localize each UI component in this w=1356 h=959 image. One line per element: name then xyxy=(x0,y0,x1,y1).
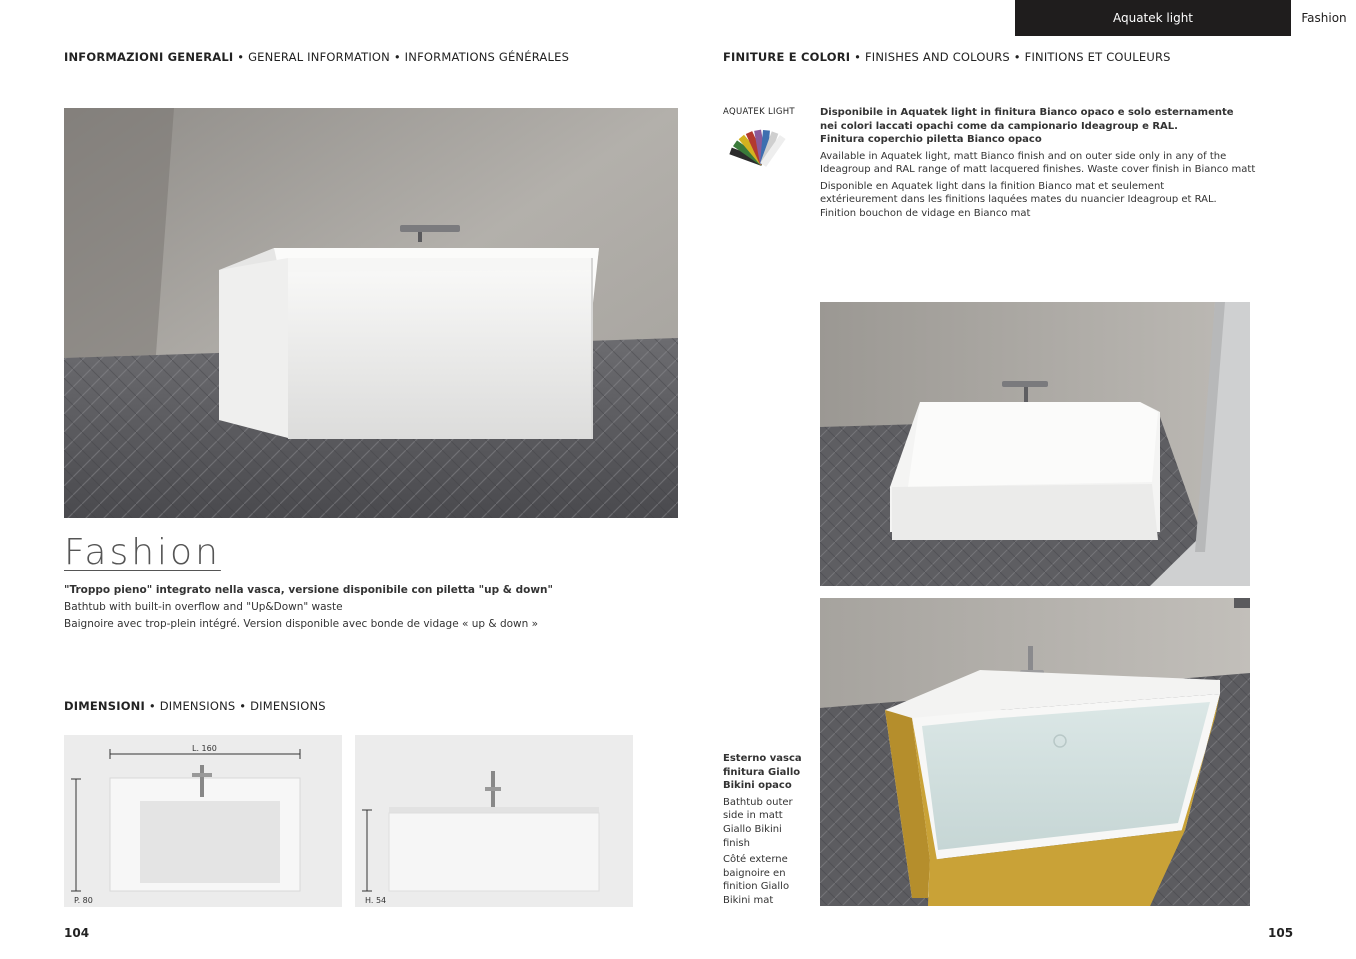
dimension-depth-label: P. 80 xyxy=(74,896,93,905)
dimension-height-label: H. 54 xyxy=(365,896,387,905)
general-info-header-bold: INFORMAZIONI GENERALI xyxy=(64,50,234,64)
yellow-bathtub-photo xyxy=(820,598,1250,906)
product-title: Fashion xyxy=(64,532,221,573)
caption-french-line: baignoire en xyxy=(723,867,786,879)
caption-english-line: Giallo Bikini xyxy=(723,823,782,835)
dimension-length-label: L. 160 xyxy=(192,744,217,753)
material-label: AQUATEK LIGHT xyxy=(723,107,795,117)
caption-french-line: Côté externe xyxy=(723,854,788,866)
finish-french-2: extérieurement dans les finitions laquées mates du nuancier Ideagroup et RAL. xyxy=(820,194,1217,205)
tab-fashion[interactable]: Fashion xyxy=(1292,0,1356,36)
description-english: Bathtub with built-in overflow and "Up&Down" waste xyxy=(64,601,343,613)
finish-french-1: Disponible en Aquatek light dans la finition Bianco mat et seulement xyxy=(820,180,1165,192)
yellow-tub-caption xyxy=(723,752,813,908)
main-bathtub-photo xyxy=(64,108,678,518)
finish-english-2: Ideagroup and RAL range of matt lacquered finishes. Waste cover finish in Bianco matt xyxy=(820,164,1256,175)
caption-italian xyxy=(723,752,813,793)
dimensions-header-rest: • DIMENSIONS • DIMENSIONS xyxy=(145,699,326,713)
caption-french xyxy=(723,853,813,907)
caption-italian-line: finitura Giallo xyxy=(723,766,801,778)
page-number-right: 105 xyxy=(1268,926,1294,940)
side-view-dimension-image xyxy=(355,735,633,907)
dimensions-header-bold: DIMENSIONI xyxy=(64,699,145,713)
finishes-header xyxy=(723,50,1171,64)
description-french: Baignoire avec trop-plein intégré. Version disponible avec bonde de vidage « up & down » xyxy=(64,618,539,630)
tab-aquatek-light[interactable]: Aquatek light xyxy=(1015,0,1291,36)
color-swatch-fan-icon xyxy=(728,124,792,170)
finish-english-1: Available in Aquatek light, matt Bianco finish and on outer side only in any of the xyxy=(820,150,1227,162)
caption-english-line: finish xyxy=(723,837,750,849)
caption-french-line: Bikini mat xyxy=(723,894,774,906)
finish-description xyxy=(820,106,1300,220)
caption-french-line: finition Giallo xyxy=(723,881,790,893)
caption-italian-line: Esterno vasca xyxy=(723,753,802,764)
page-number-left: 104 xyxy=(64,926,90,940)
caption-english-line: Bathtub outer xyxy=(723,796,793,808)
finish-french-3: Finition bouchon de vidage en Bianco mat xyxy=(820,207,1031,219)
top-view-dimension-image xyxy=(64,735,342,907)
caption-english-line: side in matt xyxy=(723,810,783,822)
caption-italian-line: Bikini opaco xyxy=(723,780,792,792)
caption-english xyxy=(723,796,813,850)
finishes-header-rest: • FINISHES AND COLOURS • FINITIONS ET COULEURS xyxy=(850,50,1171,64)
general-info-header-rest: • GENERAL INFORMATION • INFORMATIONS GÉNÉRALES xyxy=(233,50,570,64)
dimensions-header xyxy=(64,699,326,713)
finish-italian-3: Finitura coperchio piletta Bianco opaco xyxy=(820,134,1042,145)
finish-italian-2: nei colori laccati opachi come da campionario Ideagroup e RAL. xyxy=(820,120,1178,132)
general-info-header xyxy=(64,50,569,64)
product-description xyxy=(64,582,553,633)
description-italian: "Troppo pieno" integrato nella vasca, versione disponibile con piletta "up & down" xyxy=(64,584,553,596)
finishes-header-bold: FINITURE E COLORI xyxy=(723,50,851,64)
corner-bathtub-photo xyxy=(820,302,1250,586)
finish-italian-1: Disponibile in Aquatek light in finitura Bianco opaco e solo esternamente xyxy=(820,107,1234,118)
